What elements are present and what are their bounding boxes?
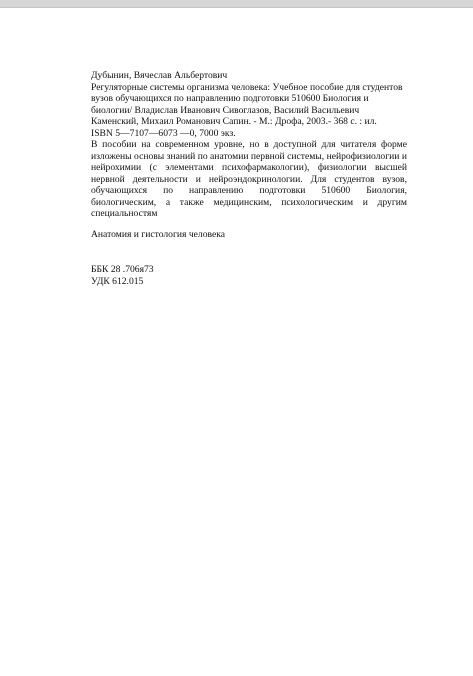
- author-heading: Дубынин, Вячеслав Альбертович: [91, 70, 228, 81]
- abstract-line-6: биологическим, а также медицинским, психологическим и другим: [91, 196, 407, 208]
- document-page: [0, 8, 473, 676]
- isbn-line: ISBN 5—7107—6073 —0, 7000 экз.: [91, 127, 236, 139]
- classification-codes: [91, 264, 407, 287]
- viewer-top-border: [0, 0, 473, 8]
- abstract-paragraph: [91, 139, 407, 220]
- bibliographic-record: [91, 70, 407, 139]
- subject-heading: [91, 229, 407, 241]
- abstract-line-4: нервной деятельности и нейроэндокринологии. Для студентов вузов,: [91, 173, 407, 185]
- description-line-4: Каменский, Михаил Романович Сапин. - М.: Дрофа, 2003.- 368 с. : ил.: [91, 116, 377, 127]
- abstract-line-5: обучающихся по направлению подготовки 510600 Биология,: [91, 185, 407, 196]
- udk-code: УДК 612.015: [91, 275, 144, 287]
- description-line-2: вузов обучающихся по направлению подготовки 510600 Биология и: [91, 93, 369, 104]
- subject-text: Анатомия и гистология человека: [91, 229, 226, 240]
- description-line-3: биологии/ Владислав Иванович Сивоглазов, Василий Васильевич: [91, 104, 360, 116]
- abstract-line-2: изложены основы знаний по анатомии первной системы, нейрофизиологии и: [91, 150, 407, 162]
- abstract-line-3: нейрохимии (с элементами психофармакологии), физиологии высшей: [91, 162, 407, 173]
- abstract-line-1: В пособии на современном уровне, но в доступной для читателя форме: [91, 139, 407, 150]
- description-line-1: Регуляторные системы организма человека: Учебное пособие для студентов: [91, 81, 403, 93]
- bbk-code: ББК 28 .706я73: [91, 264, 154, 275]
- abstract-last-line: специальностям: [91, 208, 158, 219]
